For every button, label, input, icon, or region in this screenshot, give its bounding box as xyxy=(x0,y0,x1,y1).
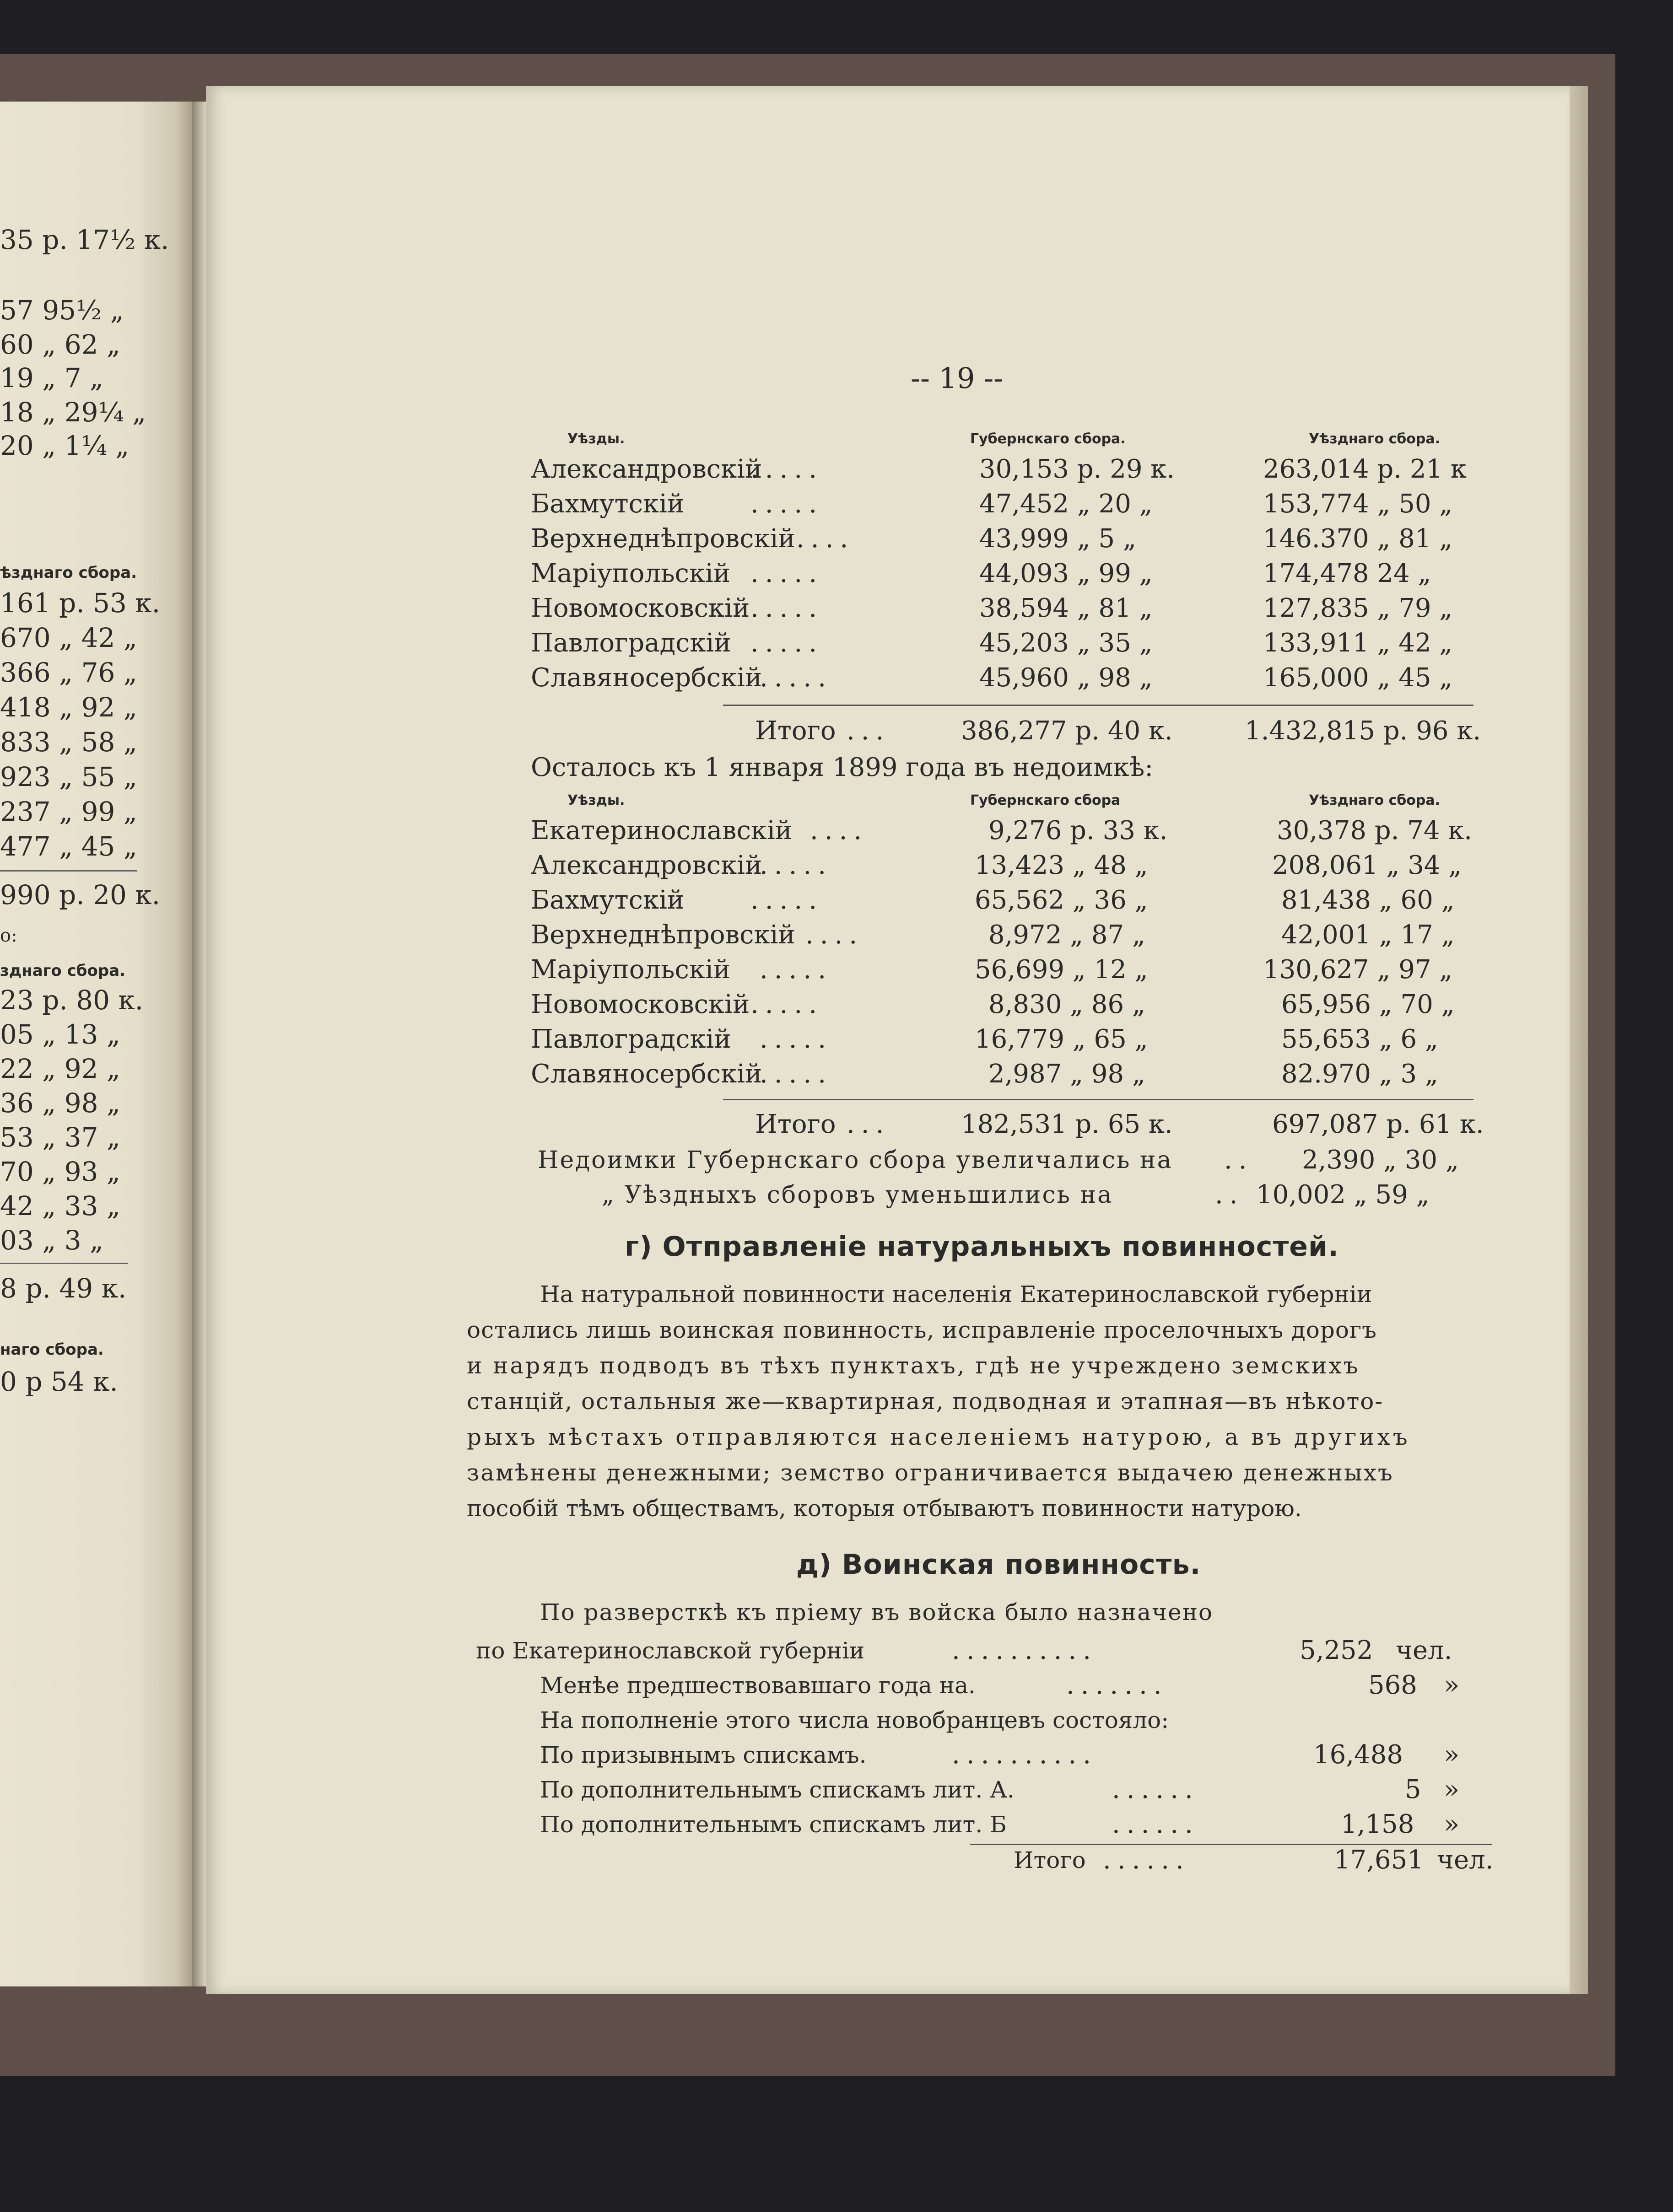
table-row xyxy=(531,626,1483,661)
provincial-amount: 30,153 р. 29 к. xyxy=(979,454,1175,484)
left-fragment: 23 р. 80 к. xyxy=(0,985,144,1016)
left-fragment: 20 „ 1¼ „ xyxy=(0,430,130,461)
leader-dots: ....... xyxy=(1066,1670,1168,1700)
district-name: Бахмутскiй xyxy=(531,885,685,915)
leader-dots: ...... xyxy=(1112,1809,1199,1839)
district-amount: 65,956 „ 70 „ xyxy=(1281,990,1455,1019)
district-name: Марiупольскiй xyxy=(531,559,731,588)
total-row xyxy=(531,714,1483,748)
total-provincial: 386,277 р. 40 к. xyxy=(961,716,1173,746)
left-fragment: 19 „ 7 „ xyxy=(0,362,104,393)
left-fragment: 42 „ 33 „ xyxy=(0,1190,121,1222)
recruit-label: Менѣе предшествовавшаго года на. xyxy=(540,1672,976,1699)
total-provincial: 182,531 р. 65 к. xyxy=(961,1109,1173,1139)
leader-dots: .... xyxy=(796,524,855,554)
leader-dots: ..... xyxy=(750,489,824,519)
leader-dots: ..... xyxy=(750,454,824,484)
left-fragment: о: xyxy=(0,925,17,946)
leader-dots: .... xyxy=(805,920,864,950)
left-fragment: 161 р. 53 к. xyxy=(0,587,161,619)
district-name: Верхнеднѣпровскiй xyxy=(531,920,795,950)
arrears-line xyxy=(538,1143,1483,1178)
left-fragment: 923 „ 55 „ xyxy=(0,761,137,792)
district-amount: 82.970 „ 3 „ xyxy=(1281,1059,1438,1089)
total-district: 1.432,815 р. 96 к. xyxy=(1245,716,1481,746)
column-header-district-fee: Уѣзднаго сбора. xyxy=(1309,792,1441,808)
arrears-text: Недоимки Губернскаго сбора увеличались на xyxy=(538,1146,1173,1174)
provincial-amount: 13,423 „ 48 „ xyxy=(975,850,1148,880)
recruit-value: 1,158 xyxy=(1341,1809,1414,1839)
provincial-amount: 38,594 „ 81 „ xyxy=(979,593,1153,623)
leader-dots: .... xyxy=(810,816,869,845)
district-amount: 133,911 „ 42 „ xyxy=(1263,628,1453,658)
provincial-amount: 8,972 „ 87 „ xyxy=(988,920,1145,950)
recruit-total-label: Итого xyxy=(1014,1847,1086,1873)
total-rule xyxy=(723,1099,1473,1100)
district-amount: 81,438 „ 60 „ xyxy=(1281,885,1455,915)
recruit-unit: чел. xyxy=(1396,1636,1452,1665)
provincial-amount: 44,093 „ 99 „ xyxy=(979,559,1153,588)
recruit-value: 5 xyxy=(1405,1775,1421,1804)
left-fragment: 477 „ 45 „ xyxy=(0,831,137,862)
left-rule xyxy=(0,870,137,872)
section-title-military-duty: д) Воинская повинность. xyxy=(796,1549,1201,1581)
leader-dots: ...... xyxy=(1103,1845,1190,1875)
recruit-value: 568 xyxy=(1368,1670,1417,1700)
table-row xyxy=(531,591,1483,626)
provincial-amount: 65,562 „ 36 „ xyxy=(975,885,1148,915)
district-name: Екатеринославскiй xyxy=(531,816,793,845)
left-fragment: 8 р. 49 к. xyxy=(0,1273,127,1304)
left-fragment: 36 „ 98 „ xyxy=(0,1087,121,1119)
left-fragment: 05 „ 13 „ xyxy=(0,1019,121,1050)
left-fragment: зднаго сбора. xyxy=(0,962,126,980)
column-header-district-fee: Уѣзднаго сбора. xyxy=(1309,431,1441,447)
page-number: -- 19 -- xyxy=(911,361,1004,395)
table-row xyxy=(531,848,1483,883)
table-row xyxy=(531,522,1483,556)
arrears-value: 10,002 „ 59 „ xyxy=(1256,1180,1430,1210)
district-name: Бахмутскiй xyxy=(531,489,685,519)
provincial-amount: 56,699 „ 12 „ xyxy=(975,955,1148,985)
provincial-amount: 16,779 „ 65 „ xyxy=(975,1024,1148,1054)
recruit-row xyxy=(540,1703,1492,1738)
left-fragment: 53 „ 37 „ xyxy=(0,1122,121,1153)
leader-dots: .. xyxy=(1215,1180,1244,1210)
total-rule xyxy=(723,705,1473,706)
left-fragment: 03 „ 3 „ xyxy=(0,1225,104,1256)
table-row xyxy=(531,1022,1483,1057)
leader-dots: .. xyxy=(1224,1145,1253,1175)
recruit-row xyxy=(540,1668,1492,1703)
remainder-caption: Осталось къ 1 января 1899 года въ недоимкѣ: xyxy=(531,753,1154,782)
left-fragment: 57 95½ „ xyxy=(0,295,124,326)
left-fragment: 366 „ 76 „ xyxy=(0,657,137,688)
left-fragment: 60 „ 62 „ xyxy=(0,329,121,360)
left-fragment: 22 „ 92 „ xyxy=(0,1053,121,1084)
table-row xyxy=(531,661,1483,695)
leader-dots: ..... xyxy=(750,885,824,915)
district-amount: 174,478 24 „ xyxy=(1263,559,1431,588)
leader-dots: .......... xyxy=(952,1740,1098,1770)
district-amount: 146.370 „ 81 „ xyxy=(1263,524,1453,554)
recruit-unit: » xyxy=(1444,1775,1460,1804)
column-header-districts: Уѣзды. xyxy=(567,431,625,447)
recruit-row xyxy=(540,1772,1492,1807)
left-fragment: 990 р. 20 к. xyxy=(0,879,161,910)
leader-dots: ... xyxy=(847,716,890,746)
column-header-provincial: Губернскаго сбора. xyxy=(970,431,1126,447)
recruit-unit: » xyxy=(1444,1670,1460,1700)
table-row xyxy=(531,953,1483,987)
table-row xyxy=(531,452,1483,487)
arrears-value: 2,390 „ 30 „ xyxy=(1302,1145,1459,1175)
recruit-value: 5,252 xyxy=(1300,1636,1373,1665)
left-fragment: 670 „ 42 „ xyxy=(0,622,137,653)
left-rule xyxy=(0,1263,128,1264)
leader-dots: ..... xyxy=(750,990,824,1019)
table-row xyxy=(531,883,1483,918)
recruit-label: По дополнительнымъ спискамъ лит. А. xyxy=(540,1776,1015,1803)
district-name: Александровскiй xyxy=(531,454,762,484)
recruit-row xyxy=(476,1633,1492,1668)
paragraph-line: По разверсткѣ къ прiему въ войска было назначено xyxy=(540,1599,1214,1625)
column-header-provincial: Губернскаго сбора xyxy=(970,792,1121,808)
table-row xyxy=(531,1057,1483,1092)
recruit-label: По призывнымъ спискамъ. xyxy=(540,1742,867,1768)
provincial-amount: 9,276 р. 33 к. xyxy=(988,816,1168,845)
provincial-amount: 45,960 „ 98 „ xyxy=(979,663,1153,693)
leader-dots: ..... xyxy=(760,850,833,880)
left-fragment: 0 р 54 к. xyxy=(0,1366,118,1397)
left-fragment: 418 „ 92 „ xyxy=(0,692,137,723)
leader-dots: ..... xyxy=(760,1024,833,1054)
left-fragment: 237 „ 99 „ xyxy=(0,796,137,827)
recruit-label: По дополнительнымъ спискамъ лит. Б xyxy=(540,1811,1007,1838)
paragraph-line: и нарядъ подводъ въ тѣхъ пунктахъ, гдѣ не учреждено земскихъ xyxy=(467,1352,1360,1379)
paragraph-line: остались лишь воинская повинность, исправленiе проселочныхъ дорогъ xyxy=(467,1317,1377,1343)
arrears-text: „ Уѣздныхъ сборовъ уменьшились на xyxy=(602,1181,1113,1209)
district-amount: 30,378 р. 74 к. xyxy=(1277,816,1473,845)
paragraph-line: станцiй, остальныя же—квартирная, подводная и этапная—въ нѣкото- xyxy=(467,1388,1384,1415)
provincial-amount: 45,203 „ 35 „ xyxy=(979,628,1153,658)
district-amount: 263,014 р. 21 к xyxy=(1263,454,1467,484)
table-row xyxy=(531,813,1483,848)
left-page xyxy=(0,102,192,1986)
district-amount: 127,835 „ 79 „ xyxy=(1263,593,1453,623)
leader-dots: ... xyxy=(847,1109,890,1139)
recruit-label: по Екатеринославской губернiи xyxy=(476,1637,865,1664)
recruit-total-value: 17,651 xyxy=(1334,1845,1424,1875)
district-name: Славяносербскiй xyxy=(531,1059,762,1089)
book-gutter xyxy=(192,102,206,1986)
leader-dots: ..... xyxy=(760,955,833,985)
leader-dots: ..... xyxy=(760,663,833,693)
total-label: Итого xyxy=(755,716,836,746)
provincial-amount: 2,987 „ 98 „ xyxy=(988,1059,1145,1089)
recruit-row xyxy=(540,1738,1492,1772)
leader-dots: ..... xyxy=(750,628,824,658)
paragraph-line: На натуральной повинности населенiя Екатеринославской губернiи xyxy=(540,1281,1372,1308)
district-amount: 130,627 „ 97 „ xyxy=(1263,955,1453,985)
district-name: Новомосковскiй xyxy=(531,990,750,1019)
leader-dots: ..... xyxy=(750,559,824,588)
paragraph-line: рыхъ мѣстахъ отправляются населенiемъ натурою, а въ другихъ xyxy=(467,1424,1410,1450)
district-amount: 165,000 „ 45 „ xyxy=(1263,663,1453,693)
total-district: 697,087 р. 61 к. xyxy=(1272,1109,1484,1139)
paragraph-line: замѣнены денежными; земство ограничивается выдачею денежныхъ xyxy=(467,1459,1394,1486)
district-name: Александровскiй xyxy=(531,850,762,880)
left-fragment: наго сбора. xyxy=(0,1340,104,1359)
district-amount: 42,001 „ 17 „ xyxy=(1281,920,1455,950)
district-name: Славяносербскiй xyxy=(531,663,762,693)
district-name: Марiупольскiй xyxy=(531,955,731,985)
leader-dots: ..... xyxy=(760,1059,833,1089)
district-name: Верхнеднѣпровскiй xyxy=(531,524,795,554)
table-row xyxy=(531,987,1483,1022)
arrears-line xyxy=(538,1178,1483,1212)
recruit-value: 16,488 xyxy=(1313,1740,1403,1770)
table-row xyxy=(531,487,1483,522)
provincial-amount: 43,999 „ 5 „ xyxy=(979,524,1136,554)
page-edge xyxy=(1570,86,1588,1994)
total-row xyxy=(531,1107,1483,1142)
district-name: Новомосковскiй xyxy=(531,593,750,623)
total-label: Итого xyxy=(755,1109,836,1139)
recruit-unit: » xyxy=(1444,1809,1460,1839)
district-name: Павлоградскiй xyxy=(531,1024,731,1054)
section-title-natural-duties: г) Отправленiе натуральныхъ повинностей. xyxy=(625,1231,1339,1263)
recruit-total-row xyxy=(1007,1843,1492,1878)
leader-dots: ..... xyxy=(750,593,824,623)
recruit-total-unit: чел. xyxy=(1437,1845,1494,1875)
table-row xyxy=(531,918,1483,953)
recruit-label: На пополненiе этого числа новобранцевъ состояло: xyxy=(540,1707,1169,1733)
provincial-amount: 47,452 „ 20 „ xyxy=(979,489,1153,519)
district-amount: 153,774 „ 50 „ xyxy=(1263,489,1453,519)
column-header-districts: Уѣзды. xyxy=(567,792,625,808)
provincial-amount: 8,830 „ 86 „ xyxy=(988,990,1145,1019)
table-row xyxy=(531,556,1483,591)
leader-dots: .......... xyxy=(952,1636,1098,1665)
left-fragment: ѣзднаго сбора. xyxy=(0,564,137,582)
recruit-row xyxy=(540,1807,1492,1842)
district-amount: 55,653 „ 6 „ xyxy=(1281,1024,1438,1054)
recruit-unit: » xyxy=(1444,1740,1460,1770)
paragraph-line: пособiй тѣмъ обществамъ, которыя отбываютъ повинности натурою. xyxy=(467,1495,1302,1522)
left-fragment: 833 „ 58 „ xyxy=(0,727,137,758)
left-fragment: 70 „ 93 „ xyxy=(0,1156,121,1187)
leader-dots: ...... xyxy=(1112,1775,1199,1804)
district-name: Павлоградскiй xyxy=(531,628,731,658)
left-fragment: 18 „ 29¼ „ xyxy=(0,397,146,428)
left-fragment: 35 р. 17½ к. xyxy=(0,224,169,255)
district-amount: 208,061 „ 34 „ xyxy=(1272,850,1462,880)
